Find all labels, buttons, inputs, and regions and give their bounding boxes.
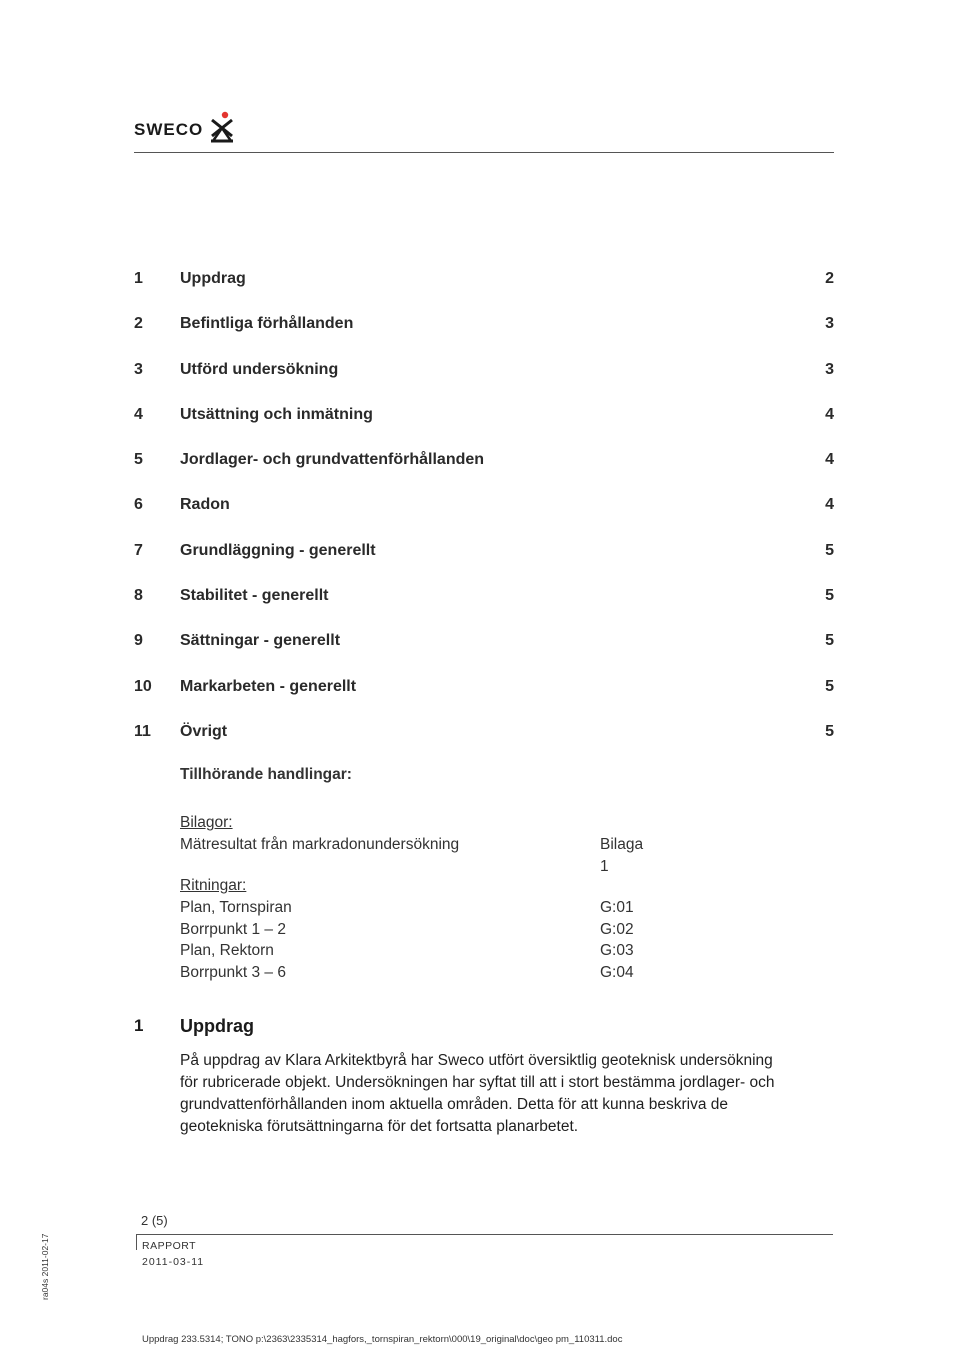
toc-number: 1: [134, 270, 143, 287]
toc-title: Sättningar - generellt: [180, 632, 341, 650]
toc-entry: [134, 581, 834, 626]
sweco-figure-logo-icon: [208, 110, 236, 144]
toc-title: Övrigt: [180, 722, 228, 740]
report-type: RAPPORT: [142, 1240, 197, 1252]
attachment-item: [180, 897, 650, 919]
toc-page-number: 3: [825, 360, 834, 378]
template-code: ra04s 2011-02-17: [40, 1233, 50, 1300]
report-date: 2011-03-11: [142, 1256, 205, 1268]
toc-number: 2: [134, 315, 143, 333]
toc-entry: [134, 445, 834, 490]
logo-text: SWECO: [134, 120, 204, 139]
ritningar-label: Ritningar:: [180, 877, 247, 894]
toc-entry: [134, 536, 834, 581]
toc-number: 4: [134, 405, 143, 423]
bilagor-block: [180, 812, 650, 875]
toc-number: 9: [134, 632, 143, 650]
page-number: 2 (5): [141, 1213, 168, 1228]
table-of-contents: [134, 264, 834, 762]
toc-title: Grundläggning - generellt: [180, 541, 376, 559]
toc-entry: [134, 490, 834, 535]
toc-title: Stabilitet - generellt: [180, 587, 329, 605]
toc-number: 11: [134, 722, 151, 740]
toc-page-number: 4: [825, 405, 834, 423]
file-path: Uppdrag 233.5314; TONO p:\2363\2335314_hagfors,_tornspiran_rektorn\000\19_original\doc\geo pm_110311.doc: [142, 1334, 623, 1345]
section-number: 1: [134, 1016, 144, 1035]
toc-number: 3: [134, 360, 143, 378]
ritningar-block: [180, 875, 650, 983]
toc-number: 8: [134, 587, 143, 605]
toc-number: 6: [134, 496, 143, 514]
attachments-heading: Tillhörande handlingar:: [180, 766, 352, 783]
toc-page-number: 4: [825, 451, 834, 469]
toc-page-number: 5: [825, 632, 834, 650]
toc-title: Markarbeten - generellt: [180, 677, 357, 695]
attachment-name: Plan, Tornspiran: [180, 899, 292, 916]
toc-page-number: 5: [825, 677, 834, 695]
attachment-ref: G:02: [600, 920, 634, 938]
body-line: för rubricerade objekt. Undersökningen har syftat till att i stort bestämma jordlager- och: [180, 1074, 775, 1091]
toc-entry: [134, 626, 834, 671]
toc-number: 7: [134, 541, 143, 559]
toc-number: 5: [134, 451, 143, 469]
attachment-name: Borrpunkt 3 – 6: [180, 963, 286, 981]
toc-page-number: 5: [825, 722, 834, 740]
footer-divider-tick: [136, 1234, 137, 1250]
section-body: [180, 1050, 830, 1138]
attachment-ref: G:03: [600, 942, 634, 959]
attachment-ref: G:04: [600, 963, 634, 981]
toc-title: Utsättning och inmätning: [180, 405, 373, 423]
toc-page-number: 4: [825, 496, 834, 514]
toc-title: Jordlager- och grundvattenförhållanden: [180, 451, 485, 469]
header-divider: [134, 152, 834, 153]
toc-entry: [134, 264, 834, 309]
attachment-ref: Bilaga 1: [600, 836, 644, 875]
attachment-item: [180, 962, 650, 984]
toc-entry: [134, 400, 834, 445]
section-title: Uppdrag: [180, 1016, 254, 1036]
toc-number: 10: [134, 677, 152, 695]
attachment-ref: G:01: [600, 899, 634, 916]
bilagor-label: Bilagor:: [180, 814, 233, 831]
toc-page-number: 2: [825, 270, 834, 287]
body-line: grundvattenförhållanden inom aktuella områden. Detta för att kunna beskriva de: [180, 1096, 729, 1113]
toc-title: Uppdrag: [180, 270, 246, 287]
attachment-name: Mätresultat från markradonundersökning: [180, 836, 460, 853]
attachment-item: [180, 834, 650, 875]
attachment-name: Plan, Rektorn: [180, 942, 274, 959]
body-line: På uppdrag av Klara Arkitektbyrå har Sweco utfört översiktlig geoteknisk undersökning: [180, 1052, 773, 1069]
attachment-name: Borrpunkt 1 – 2: [180, 920, 286, 938]
attachment-item: [180, 940, 650, 962]
toc-entry: [134, 309, 834, 354]
toc-title: Befintliga förhållanden: [180, 315, 354, 333]
toc-entry: [134, 717, 834, 762]
toc-entry: [134, 355, 834, 400]
toc-entry: [134, 672, 834, 717]
toc-title: Utförd undersökning: [180, 360, 339, 378]
toc-page-number: 5: [825, 587, 834, 605]
toc-page-number: 3: [825, 315, 834, 333]
toc-title: Radon: [180, 496, 230, 514]
toc-page-number: 5: [825, 541, 834, 559]
footer-divider: [136, 1234, 833, 1235]
attachment-item: [180, 919, 650, 941]
body-line: geotekniska förutsättningarna för det fortsatta planarbetet.: [180, 1118, 579, 1135]
